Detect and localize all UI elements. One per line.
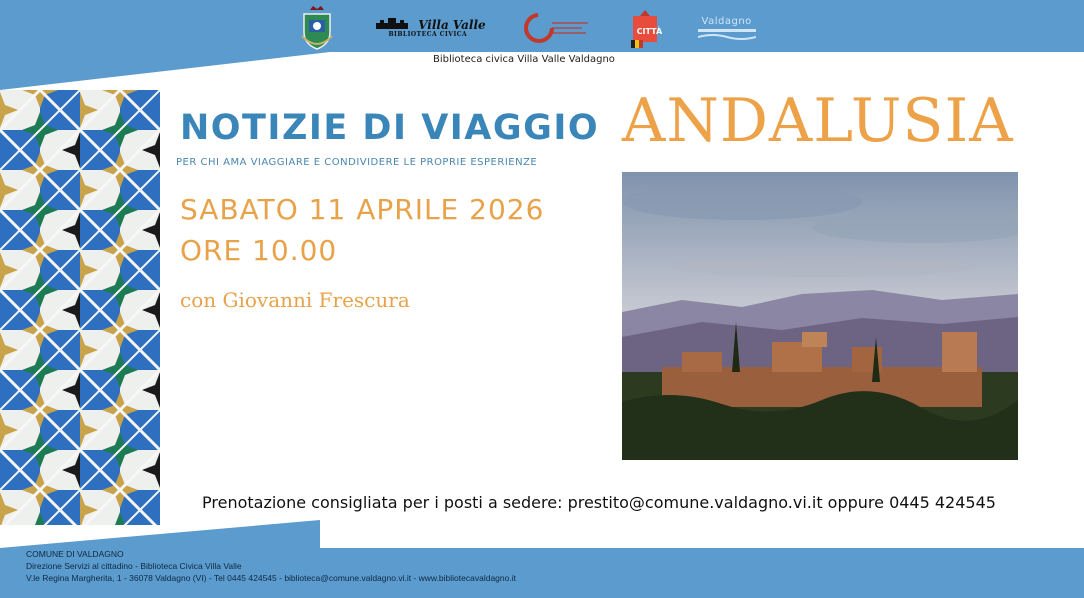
top-wedge [0,52,330,90]
logo-bar [300,8,756,48]
event-subtitle: PER CHI AMA VIAGGIARE E CONDIVIDERE LE PROPRIE ESPERIENZE [176,157,538,168]
footer-line-3: V.le Regina Margherita, 1 - 36078 Valdagno (VI) - Tel 0445 424545 - biblioteca@comune.valdagno.vi.it - www.bibliotecavaldagno.it [26,573,516,583]
library-caption: Biblioteca civica Villa Valle Valdagno [433,54,615,65]
event-speaker: con Giovanni Frescura [180,288,410,312]
comune-crest-logo [300,6,334,50]
alhambra-photo [622,172,1018,460]
destination-headline: ANDALUSIA [622,86,1014,156]
citta-logo [628,8,662,48]
footer [26,548,516,584]
zellige-tiles-image [0,90,160,525]
event-title: NOTIZIE DI VIAGGIO [180,108,600,148]
valdagno-logo [698,16,756,41]
villa-valle-subtitle: BIBLIOTECA CIVICA [388,30,468,38]
footer-line-2: Direzione Servizi al cittadino - Biblioteca Civica Villa Valle [26,561,242,571]
villa-valle-title: Villa Valle [418,17,486,32]
event-time: ORE 10.00 [180,234,338,267]
booking-info: Prenotazione consigliata per i posti a sedere: prestito@comune.valdagno.vi.it oppure 0445 424545 [202,493,996,512]
footer-line-1: COMUNE DI VALDAGNO [26,549,124,559]
circle-logo [522,11,592,45]
citta-logo-text: CITTÀ [636,27,663,36]
valdagno-logo-text: Valdagno [701,15,752,27]
villa-valle-logo [370,17,486,40]
event-date: SABATO 11 APRILE 2026 [180,193,545,226]
